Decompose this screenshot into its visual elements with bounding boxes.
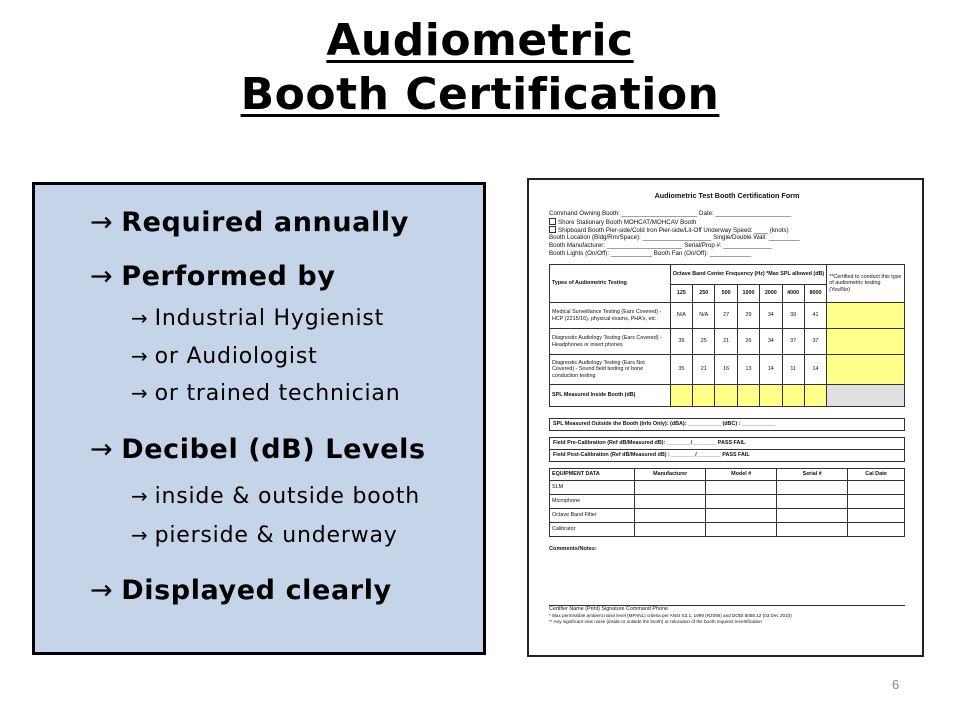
pre-calibration-row: Field Pre-Calibration (Ref dB/Measured dB): ________/________ PASS FAIL <box>549 437 905 449</box>
freq-header: 250 <box>693 285 715 303</box>
table-cell: 25 <box>693 329 715 355</box>
form-header-line: Command Owning Booth: ______________________ Date: ______________________ <box>549 210 792 217</box>
equip-label: SLM <box>550 481 635 495</box>
sub-bullet-inside-outside-booth: → inside & outside booth <box>131 484 420 509</box>
sub-bullet-trained-technician: → or trained technician <box>131 381 401 406</box>
freq-header: 1000 <box>737 285 759 303</box>
table-cell: 34 <box>760 329 782 355</box>
table-cell: 37 <box>804 329 826 355</box>
certified-cell[interactable] <box>827 355 905 385</box>
arrow-icon: → <box>131 484 149 508</box>
table-cell: 39 <box>782 303 804 329</box>
arrow-icon: → <box>131 344 149 368</box>
table-row <box>550 355 905 385</box>
spl-outside-row: SPL Measured Outside the Booth (Info Only): (dBA): ___________ (dBC) : ___________ <box>549 418 905 431</box>
table-cell: 29 <box>737 303 759 329</box>
equipment-table <box>549 468 905 537</box>
arrow-icon: → <box>90 434 114 465</box>
arrow-icon: → <box>90 261 114 292</box>
table-cell: 14 <box>804 355 826 385</box>
bullet-panel <box>32 182 486 655</box>
table-cell: 37 <box>782 329 804 355</box>
row-label: Diagnostic Audiology Testing (Ears Not Covered) - Sound field testing or bone conduction testing <box>550 355 671 385</box>
table-row <box>550 495 905 509</box>
table-cell: 14 <box>760 355 782 385</box>
bullet-displayed-clearly: → Displayed clearly <box>90 575 392 606</box>
title-line-1: Audiometric <box>326 15 634 66</box>
page-number: 6 <box>892 677 900 692</box>
equip-header: EQUIPMENT DATA <box>550 469 635 481</box>
signature-labels: Certifier Name (Print) Signature Command Phone <box>549 606 668 612</box>
col-header-types: Types of Audiometric Testing <box>550 265 671 303</box>
sub-bullet-pierside-underway: → pierside & underway <box>131 523 398 548</box>
equip-label: Calibrator <box>550 523 635 537</box>
table-cell: 34 <box>760 303 782 329</box>
certified-cell[interactable] <box>827 329 905 355</box>
table-cell: 35 <box>670 355 692 385</box>
certification-form-image <box>527 178 924 657</box>
form-header-line: Booth Location (Bldg/Rm/Space): ____________________ Single/Double Wall: _________ <box>549 234 800 241</box>
equip-header: Model # <box>706 469 777 481</box>
form-header-line: Shore Stationary Booth MOHCAT/MOHCAV Booth <box>549 218 905 226</box>
table-cell: 39 <box>670 329 692 355</box>
table-row <box>550 303 905 329</box>
freq-header: 4000 <box>782 285 804 303</box>
bullet-performed-by: → Performed by <box>90 261 336 292</box>
col-header-certified: **Certified to conduct this type of audiometric testing (Yes/No) <box>827 265 905 303</box>
arrow-icon: → <box>131 523 149 547</box>
equip-header: Manufacturer <box>635 469 706 481</box>
table-row <box>550 329 905 355</box>
table-cell: 13 <box>737 355 759 385</box>
bullet-decibel-levels: → Decibel (dB) Levels <box>90 434 426 465</box>
freq-header: 2000 <box>760 285 782 303</box>
freq-header: 8000 <box>804 285 826 303</box>
arrow-icon: → <box>90 207 114 238</box>
spl-table <box>549 264 905 407</box>
freq-header: 500 <box>715 285 737 303</box>
form-header-line: Booth Lights (On/Off): ____________ Booth Fan (On/Off): ____________ <box>549 250 752 257</box>
equip-header: Cal Date <box>848 469 905 481</box>
form-header-line: Shipboard Booth Pier-side/Cold Iron Pier-side/Lit-Off Underway Speed: ____ (knots) <box>549 226 905 234</box>
spl-input-cell[interactable] <box>670 385 692 407</box>
arrow-icon: → <box>131 381 149 405</box>
arrow-icon: → <box>90 575 114 606</box>
row-label-spl-inside: SPL Measured Inside Booth (dB) <box>550 385 671 407</box>
footnote-1: * Max permissible ambient noise level (MPANL) criteria per ANSI S3.1, 1999 (R2008) and DODI 6055.12 (03 Dec 2010) <box>549 613 792 618</box>
table-cell: 27 <box>715 303 737 329</box>
spl-input-cell[interactable] <box>782 385 804 407</box>
spl-input-cell[interactable] <box>693 385 715 407</box>
table-row <box>550 385 905 407</box>
equip-header: Serial # <box>777 469 848 481</box>
certification-form <box>549 192 905 625</box>
table-cell: 11 <box>782 355 804 385</box>
comments-label: Comments/Notes: <box>549 546 597 552</box>
table-cell: N/A <box>670 303 692 329</box>
form-title: Audiometric Test Booth Certification Form <box>654 191 800 200</box>
table-cell: 21 <box>693 355 715 385</box>
footnote-2: ** Any significant new noise (inside or outside the booth) or relocation of the booth requires recertification <box>549 619 762 624</box>
post-calibration-row: Field Post-Calibration (Ref dB/Measured dB) : ________/________ PASS FAIL <box>549 449 905 462</box>
sub-bullet-audiologist: → or Audiologist <box>131 344 318 369</box>
certified-cell[interactable] <box>827 303 905 329</box>
equip-label: Microphone <box>550 495 635 509</box>
row-label: Medical Surveillance Testing (Ears Covered) - HCP (2215/16), physical exams, PHA's, etc <box>550 303 671 329</box>
title-line-2: Booth Certification <box>240 69 720 120</box>
table-cell: N/A <box>693 303 715 329</box>
freq-header: 125 <box>670 285 692 303</box>
col-header-frequency: Octave Band Center Frequency (Hz) *Max SPL allowed (dB) <box>670 265 827 285</box>
checkbox-icon <box>549 226 556 233</box>
spl-input-cell[interactable] <box>715 385 737 407</box>
form-header-line: Booth Manufacturer: ______________________ Serial/Prop #: ______________ <box>549 242 772 249</box>
grey-cell <box>827 385 905 407</box>
table-cell: 26 <box>737 329 759 355</box>
table-row <box>550 509 905 523</box>
sub-bullet-industrial-hygienist: → Industrial Hygienist <box>131 306 385 331</box>
arrow-icon: → <box>131 306 149 330</box>
table-row <box>550 481 905 495</box>
table-cell: 21 <box>715 329 737 355</box>
table-row <box>550 523 905 537</box>
spl-input-cell[interactable] <box>737 385 759 407</box>
equip-label: Octave Band Filter <box>550 509 635 523</box>
table-cell: 41 <box>804 303 826 329</box>
bullet-required-annually: → Required annually <box>90 207 409 238</box>
checkbox-icon <box>549 218 556 225</box>
row-label: Diagnostic Audiology Testing (Ears Covered) - Headphones or insert phones <box>550 329 671 355</box>
table-cell: 16 <box>715 355 737 385</box>
spl-input-cell[interactable] <box>760 385 782 407</box>
spl-input-cell[interactable] <box>804 385 826 407</box>
slide-title <box>0 14 960 122</box>
